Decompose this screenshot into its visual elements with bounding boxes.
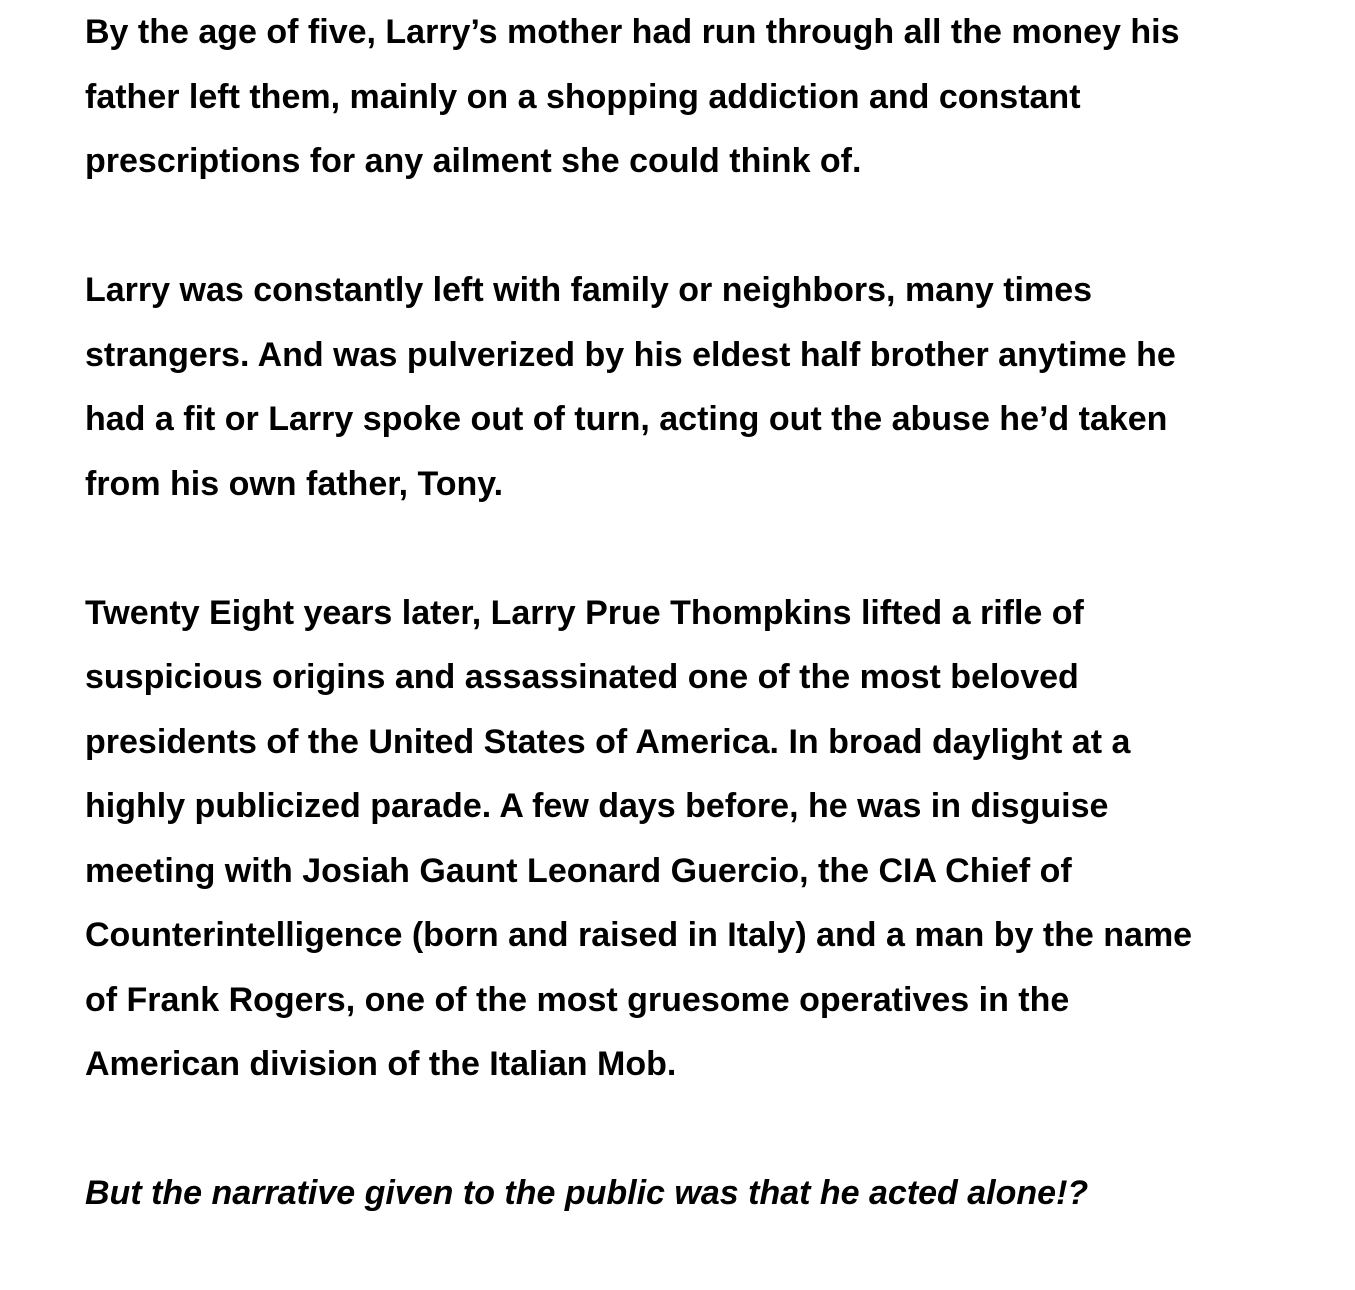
paragraph-assassination	[85, 581, 1347, 1097]
text-line: Twenty Eight years later, Larry Prue Thompkins lifted a rifle of	[85, 593, 1084, 632]
text-line: strangers. And was pulverized by his eldest half brother anytime he	[85, 335, 1176, 374]
text-line: highly publicized parade. A few days before, he was in disguise	[85, 787, 1109, 825]
paragraph-closing-question	[85, 1161, 1347, 1226]
text-line: American division of the Italian Mob.	[85, 1045, 677, 1083]
text-line: from his own father, Tony.	[85, 464, 504, 503]
text-line: had a fit or Larry spoke out of turn, acting out the abuse he’d taken	[85, 400, 1168, 438]
text-line: of Frank Rogers, one of the most gruesome operatives in the	[85, 980, 1070, 1019]
text-line: prescriptions for any ailment she could think of.	[85, 142, 862, 180]
text-line: father left them, mainly on a shopping addiction and constant	[85, 77, 1081, 116]
text-line: suspicious origins and assassinated one of the most beloved	[85, 658, 1079, 696]
document-body	[85, 0, 1347, 1290]
text-line: Larry was constantly left with family or neighbors, many times	[85, 271, 1093, 309]
text-line: Counterintelligence (born and raised in Italy) and a man by the name	[85, 916, 1193, 954]
text-line: But the narrative given to the public was that he acted alone!?	[85, 1174, 1089, 1212]
paragraph-neglect	[85, 258, 1347, 516]
text-line: By the age of five, Larry’s mother had run through all the money his	[85, 13, 1180, 51]
paragraph-childhood	[85, 0, 1347, 194]
text-line: presidents of the United States of America. In broad daylight at a	[85, 722, 1131, 761]
text-line: meeting with Josiah Gaunt Leonard Guercio, the CIA Chief of	[85, 851, 1072, 890]
